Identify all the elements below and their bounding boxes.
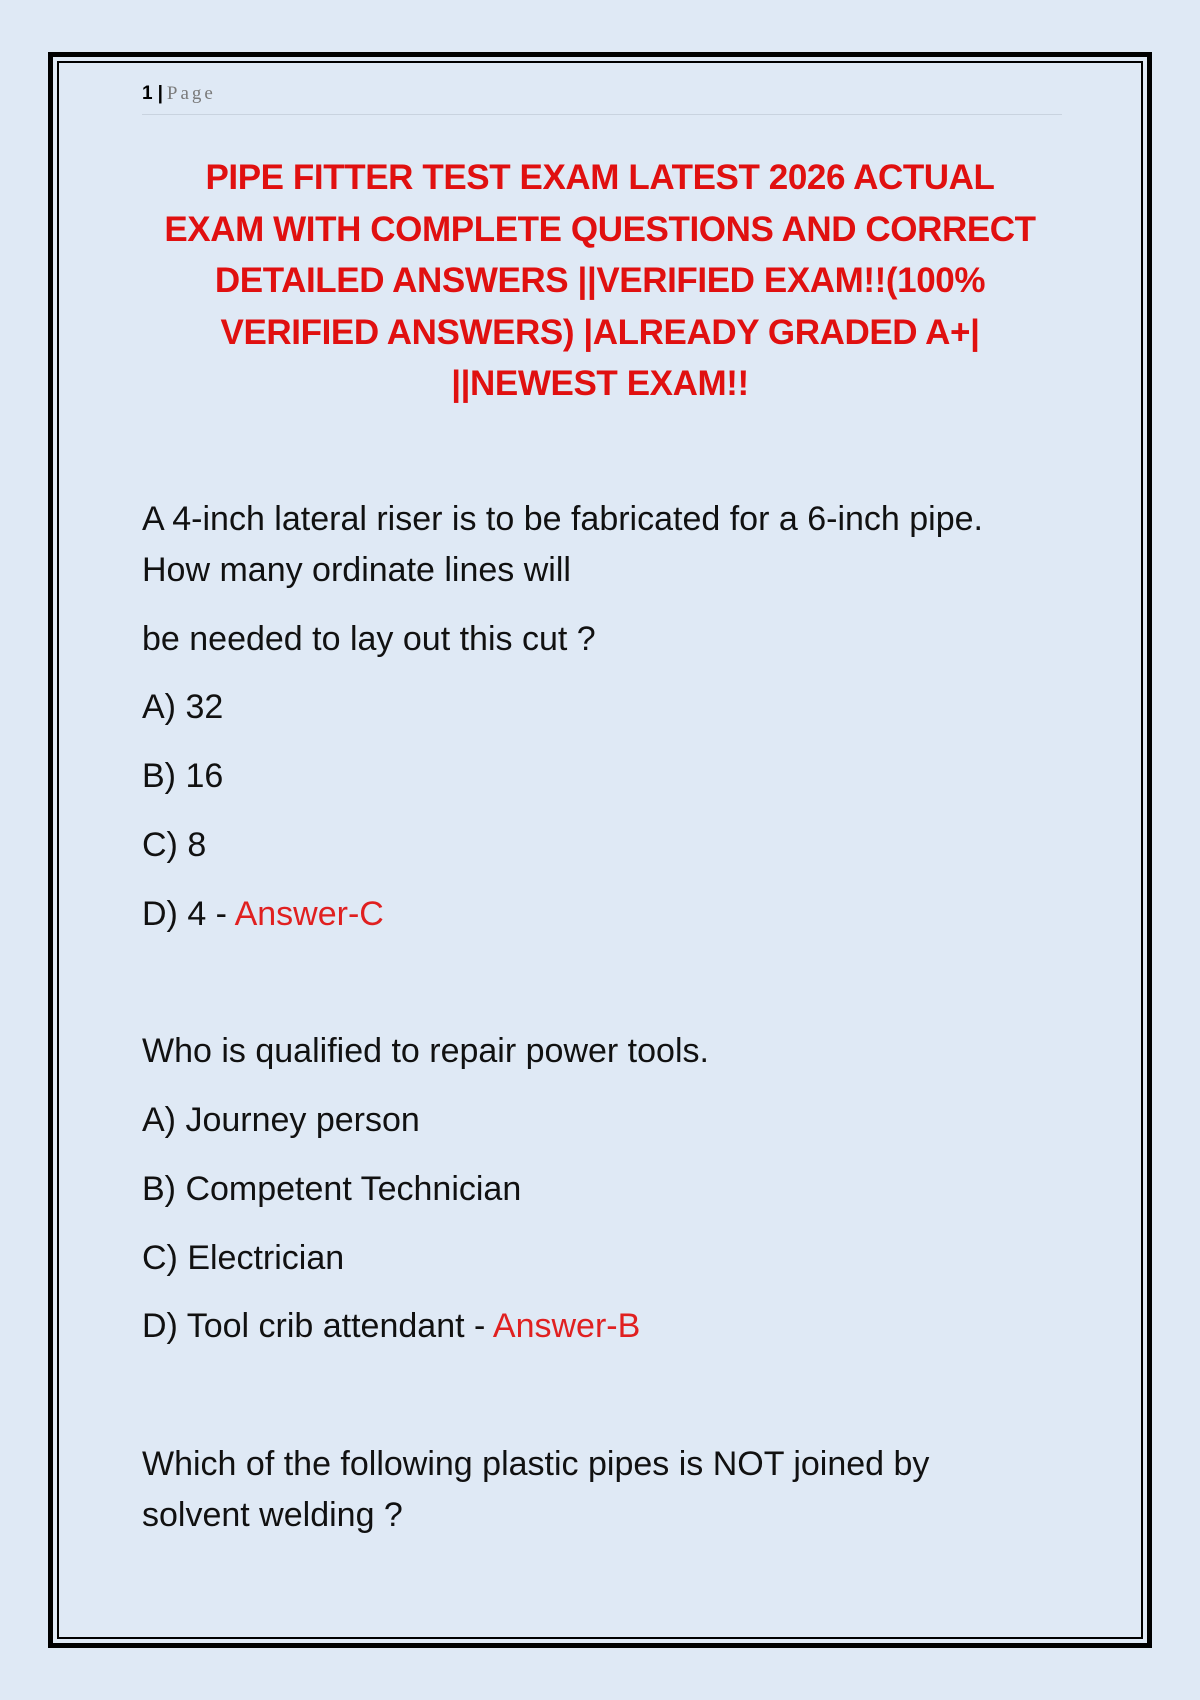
page-header (142, 80, 1062, 115)
option-d-text: D) 4 - (142, 895, 235, 933)
question-1-answer: Answer-C (234, 895, 384, 933)
question-2-stem: Who is qualified to repair power tools. (142, 1032, 709, 1070)
question-2-answer: Answer-B (492, 1307, 641, 1345)
question-2-option-a: A) Journey person (142, 1101, 420, 1139)
title-line: VERIFIED ANSWERS) |ALREADY GRADED A+| (220, 312, 980, 352)
question-1-stem-continuation: be needed to lay out this cut ? (142, 620, 596, 658)
title-line: EXAM WITH COMPLETE QUESTIONS AND CORRECT (164, 209, 1036, 249)
page-label: Page (166, 83, 216, 104)
question-1-option-a: A) 32 (142, 688, 224, 726)
option-d-text: D) Tool crib attendant - (142, 1307, 493, 1345)
question-3-stem-line: solvent welding ? (142, 1496, 403, 1534)
title-line: DETAILED ANSWERS ||VERIFIED EXAM!!(100% (214, 261, 986, 300)
question-2-option-d (142, 1301, 1062, 1352)
page-number: 1 (142, 83, 153, 104)
title-line: ||NEWEST EXAM!! (451, 364, 749, 403)
question-1-option-c: C) 8 (142, 826, 207, 864)
document-title (130, 152, 1070, 410)
title-line: PIPE FITTER TEST EXAM LATEST 2026 ACTUAL (205, 158, 995, 197)
question-1-stem (142, 494, 1062, 596)
page-separator: | (157, 83, 163, 104)
question-2-option-c: C) Electrician (142, 1239, 345, 1277)
question-1-option-d (142, 889, 1062, 940)
question-3-stem (142, 1439, 1062, 1541)
question-1-stem-line: A 4-inch lateral riser is to be fabricated for a 6-inch pipe. (142, 500, 983, 538)
question-2-option-b: B) Competent Technician (142, 1170, 522, 1208)
question-1-option-b: B) 16 (142, 757, 224, 795)
question-3-stem-line: Which of the following plastic pipes is NOT joined by (142, 1445, 930, 1483)
question-1-stem-line: How many ordinate lines will (142, 551, 571, 589)
